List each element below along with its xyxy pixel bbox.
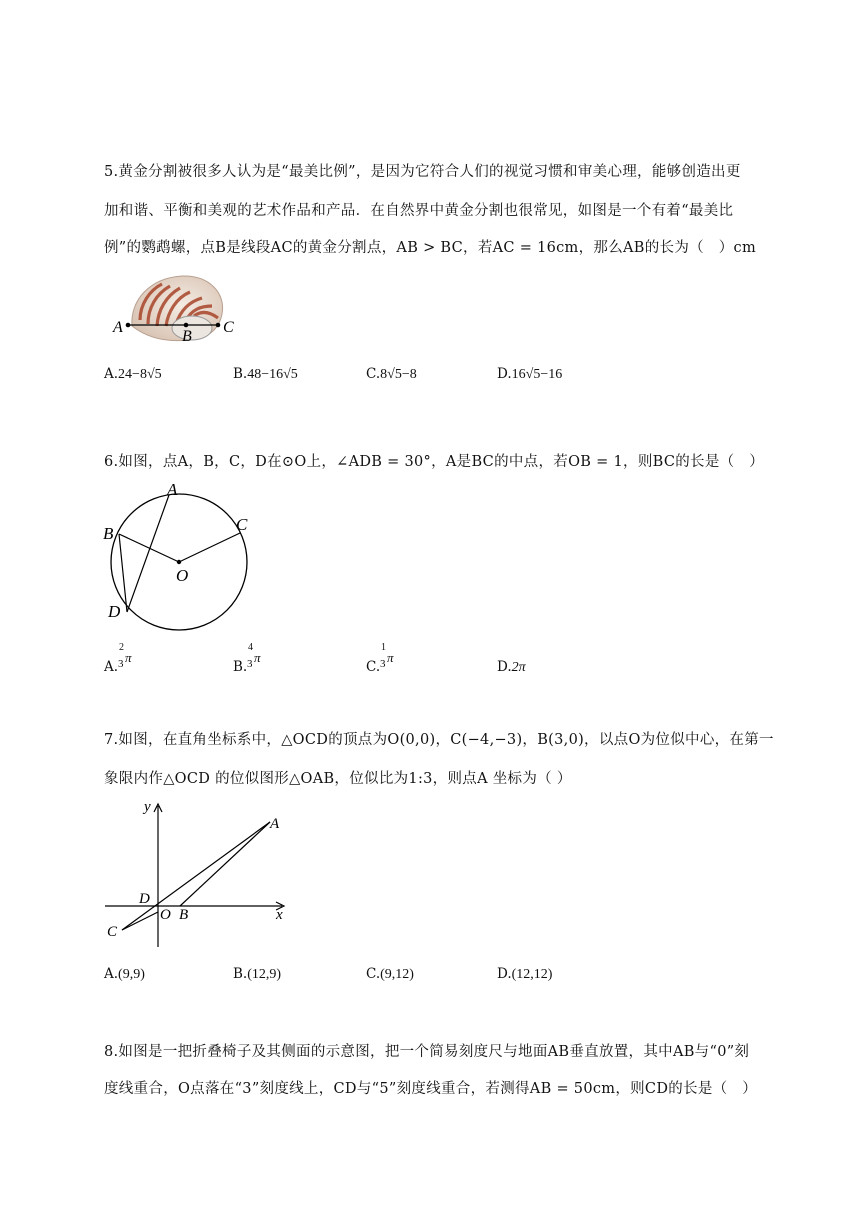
option-letter: A. (104, 366, 119, 382)
option-letter: D. (497, 966, 512, 982)
label-D: D (139, 891, 150, 907)
option-letter: B. (233, 659, 248, 675)
q5-text-line3: 例”的鹦鹉螺，点B是线段AC的黄金分割点，AB > BC，若AC = 16cm，那么AB的长为（ ）cm (104, 240, 756, 256)
fraction-numerator: 1 (381, 642, 386, 653)
pi-symbol: π (254, 650, 261, 665)
option-value: (12,9) (247, 967, 282, 982)
option-value: 24−8√5 (118, 367, 162, 382)
label-C: C (236, 515, 248, 534)
segment-OB (119, 534, 179, 562)
label-O: O (160, 907, 171, 923)
q7-option-b (233, 966, 281, 983)
q7-coordinate-figure (100, 792, 295, 952)
option-letter: C. (366, 966, 381, 982)
q5-option-a (104, 366, 162, 383)
label-B: B (103, 524, 114, 543)
option-value: (12,12) (511, 967, 553, 982)
fraction-denominator: 3 (118, 658, 124, 670)
segment-CD (122, 912, 158, 930)
q7-option-d (497, 966, 552, 983)
point-B-dot (184, 323, 189, 328)
q5-text-line1: 5.黄金分割被很多人认为是“最美比例”，是因为它符合人们的视觉习惯和审美心理，能够创造出更 (104, 164, 741, 180)
option-letter: D. (497, 659, 512, 675)
option-letter: B. (233, 966, 248, 982)
q7-text-line1: 7.如图，在直角坐标系中，△OCD的顶点为O(0,0)，C(−4,−3)，B(3,0)，以点O为位似中心，在第一 (104, 732, 774, 748)
label-O: O (176, 566, 189, 585)
label-B: B (182, 328, 192, 345)
label-C: C (107, 924, 118, 940)
option-letter: D. (497, 366, 512, 382)
center-dot (177, 560, 181, 564)
q7-option-c (366, 966, 414, 983)
label-B: B (179, 907, 189, 923)
q6-circle-figure (100, 478, 260, 638)
option-value: 8√5−8 (380, 367, 417, 382)
label-A: A (167, 480, 178, 499)
option-letter: C. (366, 366, 381, 382)
q8-text-line2: 度线重合，O点落在“3”刻度线上，CD与“5”刻度线重合，若测得AB = 50cm，则CD的长是（ ） (104, 1081, 758, 1097)
label-C: C (223, 319, 234, 336)
pi-symbol: π (387, 650, 394, 665)
q5-option-b (233, 366, 298, 383)
q7-text-line2: 象限内作△OCD 的位似图形△OAB，位似比为1:3，则点A 坐标为（ ） (104, 771, 572, 787)
segment-BA (180, 822, 270, 906)
fraction-numerator: 4 (248, 642, 253, 653)
label-A: A (113, 319, 123, 336)
fraction-denominator: 3 (247, 658, 253, 670)
option-value: (9,9) (118, 967, 145, 982)
fraction-numerator: 2 (119, 642, 124, 653)
q5-option-d (497, 366, 562, 383)
segment-OC (179, 533, 240, 562)
fraction-denominator: 3 (380, 658, 386, 670)
point-C-dot (216, 323, 221, 328)
point-A-dot (126, 323, 131, 328)
segment-AD (127, 495, 169, 612)
option-value: 48−16√5 (247, 367, 298, 382)
q5-option-c (366, 366, 417, 383)
option-value: (9,12) (380, 967, 414, 982)
label-D: D (108, 602, 121, 621)
option-letter: A. (104, 659, 119, 675)
label-A: A (270, 816, 280, 832)
q5-nautilus-figure (110, 270, 250, 350)
segment-CA (122, 822, 270, 930)
label-x: x (276, 907, 283, 923)
q7-option-a (104, 966, 145, 983)
option-letter: B. (233, 366, 248, 382)
label-y: y (144, 799, 151, 815)
option-letter: A. (104, 966, 119, 982)
pi-symbol: π (125, 650, 132, 665)
q5-text-line2: 加和谐、平衡和美观的艺术作品和产品．在自然界中黄金分割也很常见，如图是一个有着“最美比 (104, 203, 734, 219)
q8-text-line1: 8.如图是一把折叠椅子及其侧面的示意图，把一个简易刻度尺与地面AB垂直放置，其中AB与“0”刻 (104, 1044, 750, 1060)
option-letter: C. (366, 659, 381, 675)
q6-option-d (497, 659, 526, 676)
option-value: 2π (511, 660, 526, 675)
nautilus-aperture (172, 316, 212, 340)
option-value: 16√5−16 (511, 367, 563, 382)
q6-text-line1: 6.如图，点A，B，C，D在⊙O上，∠ADB = 30°，A是BC的中点，若OB = 1，则BC的长是（ ） (104, 454, 765, 470)
